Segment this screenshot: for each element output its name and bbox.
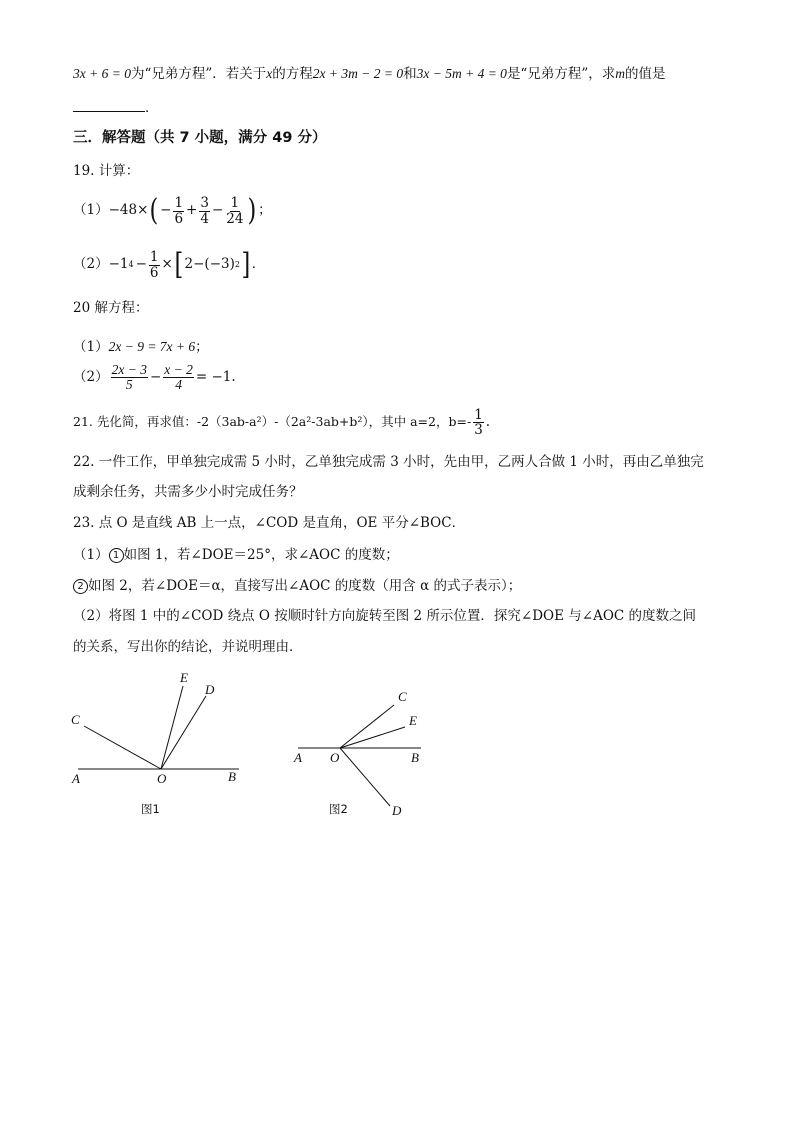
times-sign: × <box>161 256 173 273</box>
label-O: O <box>330 750 340 765</box>
fraction: $\frac{2x - 3}{5}$ <box>111 362 147 393</box>
q23-p1a-text: 如图 1，若∠DOE＝25°，求∠AOC 的度数； <box>123 547 399 563</box>
label-C: C <box>398 689 407 704</box>
minus-sign: − <box>211 202 224 219</box>
figure-1 <box>71 670 239 816</box>
label-A: A <box>72 771 80 786</box>
q19-part1 <box>73 193 272 228</box>
q19-p2-end: ． <box>251 256 266 273</box>
section-heading: 三．解答题（共 7 小题，满分 49 分） <box>73 130 327 146</box>
label-B: B <box>411 750 419 765</box>
figure-1-caption: 图1 <box>141 802 160 816</box>
minus-sign: − <box>135 256 147 273</box>
label-O: O <box>157 771 167 786</box>
bracket-close: ] <box>241 247 251 282</box>
q18-eq2: 2x + 3m − 2 = 0 <box>312 66 404 81</box>
q23-p1b-text: 如图 2，若∠DOE＝α，直接写出∠AOC 的度数（用含 α 的式子表示）； <box>88 578 522 594</box>
q23-p1a <box>73 548 399 563</box>
q23-p1-label: （1） <box>73 547 109 563</box>
answer-blank[interactable] <box>73 99 145 112</box>
q18-text4: 是“兄弟方程”，求 <box>506 66 616 82</box>
q18-line1 <box>73 67 666 82</box>
q19-p1-pre: −48× <box>108 202 149 219</box>
q20-title: 20 解方程： <box>73 300 149 316</box>
label-B: B <box>228 769 236 784</box>
bracket-open: [ <box>174 247 184 282</box>
exponent: 2 <box>234 260 240 269</box>
figures <box>0 660 794 860</box>
q18-text2: 的方程 <box>272 66 313 82</box>
q20-p1-end: ； <box>195 339 209 355</box>
q21-text: 21. 先化简，再求值：-2（3ab-a²）-（2a²-3ab+b²），其中 a=2，b=- <box>73 414 472 430</box>
q20-part2 <box>73 363 236 392</box>
q20-part1 <box>73 340 209 355</box>
q21-line <box>73 408 490 437</box>
q23-p2-line1: （2）将图 1 中的∠COD 绕点 O 按顺时针方向旋转至图 2 所示位置．探究∠DOE 与∠AOC 的度数之间 <box>73 608 697 624</box>
label-A: A <box>294 750 302 765</box>
label-E: E <box>180 670 188 685</box>
label-C: C <box>71 712 80 727</box>
q19-title: 19. 计算： <box>73 163 140 179</box>
q18-var-x: x <box>266 66 273 81</box>
label-D: D <box>392 803 402 818</box>
q18-eq1: 3x + 6 = 0 <box>73 66 131 81</box>
q19-p1-f1-sign: − <box>160 202 172 219</box>
q19-p2-inner: 2−(−3) <box>184 256 235 273</box>
q20-p1-label: （1） <box>73 339 109 355</box>
paren-open: ( <box>149 193 159 228</box>
fraction: $\frac{x - 2}{4}$ <box>164 362 193 393</box>
q18-eq3: 3x − 5m + 4 = 0 <box>416 66 507 81</box>
fraction: $\frac{3}{4}$ <box>200 195 209 227</box>
q22-line2: 成剩余任务，共需多少小时完成任务？ <box>73 484 303 500</box>
figure-2-caption: 图2 <box>329 802 348 816</box>
figure-2 <box>293 689 421 818</box>
q23-p1b <box>73 579 521 594</box>
q20-p2-rhs: = −1. <box>195 368 236 385</box>
q22-line1: 22. 一件工作，甲单独完成需 5 小时，乙单独完成需 3 小时，先由甲，乙两人合做 1 小时，再由乙单独完 <box>73 454 704 470</box>
fraction: $\frac{1}{6}$ <box>174 195 184 227</box>
paren-close: ) <box>247 193 257 228</box>
fraction: $\frac{1}{24}$ <box>226 195 244 227</box>
minus-sign: − <box>149 368 162 385</box>
fraction: $\frac{1}{3}$ <box>474 407 483 439</box>
q19-p1-label: （1） <box>73 202 109 219</box>
q21-end: . <box>485 413 491 430</box>
exponent: 4 <box>128 260 134 269</box>
q18-answer-line <box>73 99 159 116</box>
q19-p2-pre: −1 <box>108 256 129 273</box>
circled-number: 1 <box>109 548 124 563</box>
q19-part2 <box>73 247 266 282</box>
label-D: D <box>205 682 215 697</box>
q19-p1-end: ； <box>258 202 272 219</box>
fraction: $\frac{1}{6}$ <box>149 249 159 281</box>
circled-number: 2 <box>73 579 88 594</box>
q18-text3: 和 <box>403 66 417 82</box>
q20-p1-equation: 2x − 9 = 7x + 6 <box>108 339 196 354</box>
q19-p2-label: （2） <box>73 256 109 273</box>
q18-text1: 为“兄弟方程”．若关于 <box>130 66 267 82</box>
q23-line1: 23. 点 O 是直线 AB 上一点，∠COD 是直角，OE 平分∠BOC． <box>73 515 466 531</box>
q23-p2-line2: 的关系，写出你的结论，并说明理由． <box>73 639 303 655</box>
q18-text5: 的值是 <box>625 66 666 82</box>
q18-end: ． <box>145 100 159 116</box>
plus-sign: + <box>186 202 198 219</box>
q20-p2-label: （2） <box>73 368 109 385</box>
label-E: E <box>409 713 417 728</box>
q18-var-m: m <box>615 66 625 81</box>
